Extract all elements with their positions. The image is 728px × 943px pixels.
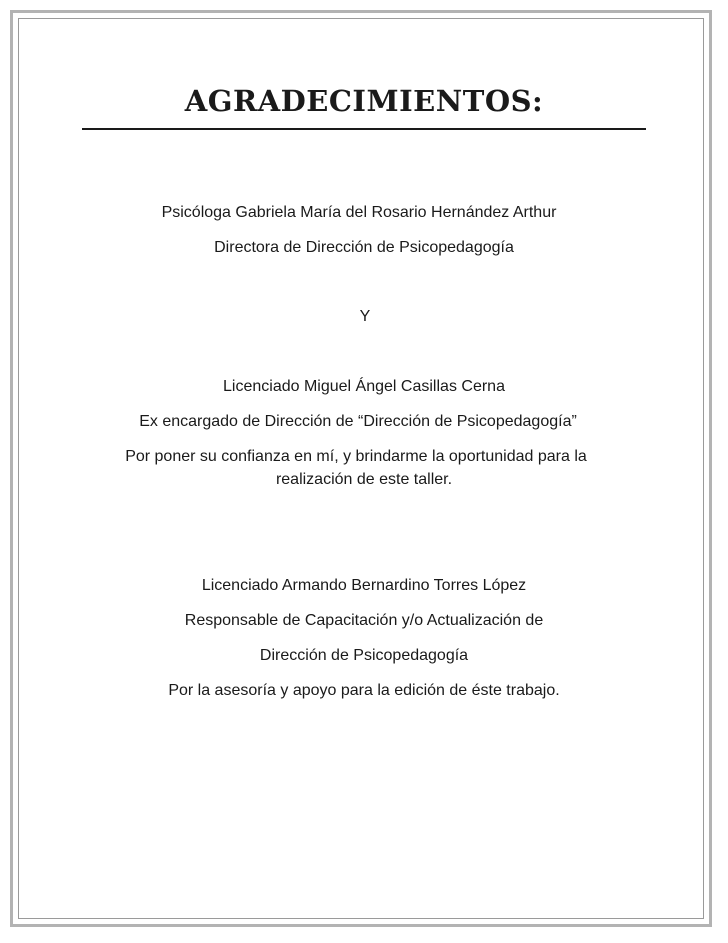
acknowledgee-1-role: Directora de Dirección de Psicopedagogía xyxy=(214,239,514,256)
acknowledgee-3-role-line2: Dirección de Psicopedagogía xyxy=(259,647,469,664)
page-border-inner xyxy=(18,18,704,919)
acknowledgee-1-name: Psicóloga Gabriela María del Rosario Hernández Arthur xyxy=(161,204,557,221)
acknowledgee-3-role-line1: Responsable de Capacitación y/o Actualización de xyxy=(184,612,544,629)
acknowledgee-3-name: Licenciado Armando Bernardino Torres López xyxy=(201,577,527,594)
conjunction: Y xyxy=(359,308,371,325)
acknowledgee-2-name: Licenciado Miguel Ángel Casillas Cerna xyxy=(223,378,505,395)
acknowledgee-2-reason-line2: realización de este taller. xyxy=(275,471,453,488)
acknowledgee-2-role: Ex encargado de Dirección de “Dirección de Psicopedagogía” xyxy=(139,413,577,430)
acknowledgee-3-reason: Por la asesoría y apoyo para la edición de éste trabajo. xyxy=(168,682,560,699)
title-underline xyxy=(82,128,646,130)
page-title: AGRADECIMIENTOS: xyxy=(184,84,544,118)
acknowledgee-2-reason-line1: Por poner su confianza en mí, y brindarme la oportunidad para la xyxy=(125,448,587,465)
